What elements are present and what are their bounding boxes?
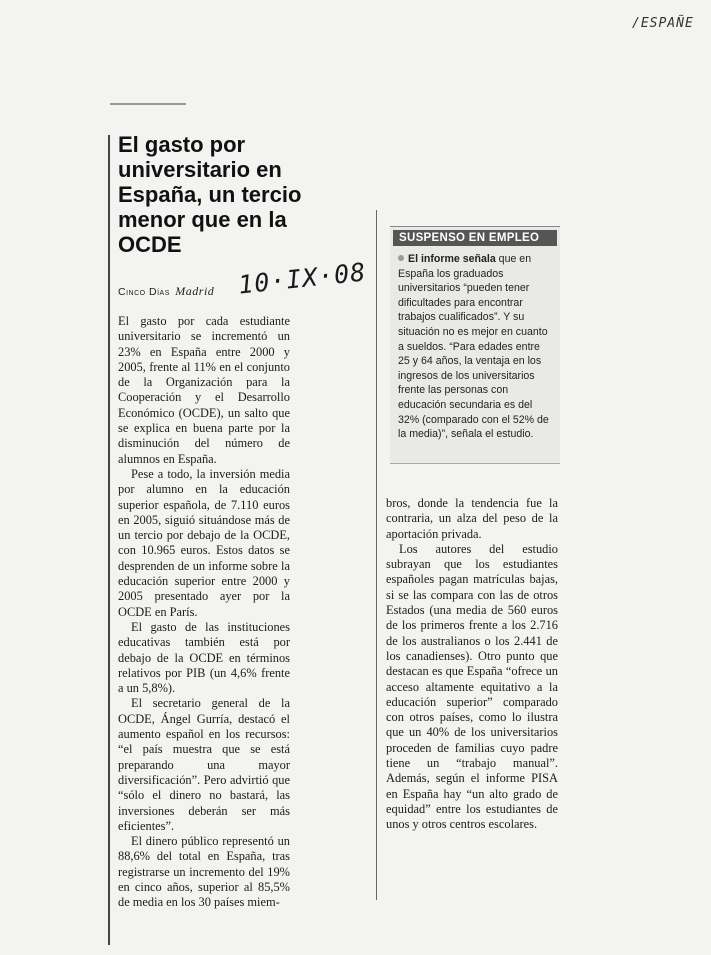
article-headline: El gasto por universitario en España, un tercio menor que en la OCDE (118, 132, 302, 257)
paragraph: Los autores del estudio subrayan que los estudiantes españoles pagan matrículas bajas, si se las compara con las de otros Estados (una media de 560 euros de los primeros frente a los 2.716 de los australianos o los 2.441 de los canadienses). Otro punto que destacan es que España “ofrece un acceso altamente equitativo a la educación superior” comparado con otros países, como lo ilustra que un 40% de los universitarios proceden de familias cuyo padre tiene un “trabajo manual”. Además, según el informe PISA en España hay “un alto grado de equidad” entre los estudiantes de unos y otros centros escolares. (386, 541, 558, 832)
sidebar-body (398, 252, 554, 442)
paragraph: El secretario general de la OCDE, Ángel Gurría, destacó el aumento español en los recursos: “el país muestra que se está preparando una mayor diversificación”. Pero advirtió que “sólo el dinero no bastará, las inversiones deberán ser más eficientes”. (118, 696, 290, 833)
byline-source: Cinco Días (118, 286, 170, 298)
sidebar-title: SUSPENSO EN EMPLEO (393, 230, 557, 246)
byline (118, 284, 214, 299)
paragraph: Pese a todo, la inversión media por alumno en la educación superior española, de 7.110 euros en 2005, siguió situándose más de un tercio por debajo de la OCDE, con 10.965 euros. Estos datos se desprenden de un informe sobre la educación superior entre 2000 y 2005 presentado ayer por la OCDE en París. (118, 466, 290, 619)
paragraph: El gasto de las instituciones educativas también está por debajo de la OCDE en términos relativos por PIB (un 4,6% frente a un 5,8%). (118, 619, 290, 696)
handwritten-date: 10·IX·08 (236, 257, 368, 300)
article-left-border (108, 135, 110, 945)
paragraph: bros, donde la tendencia fue la contraria, un alza del peso de la aportación privada. (386, 496, 558, 541)
sidebar-lead: El informe señala (408, 253, 496, 265)
column-divider (376, 210, 377, 900)
paragraph: El gasto por cada estudiante universitario se incrementó un 23% en España entre 2000 y 2005, frente al 11% en el conjunto de la Organización para la Cooperación y el Desarrollo Económico (OCDE), un salto que se explica en buena parte por la disminución del número de alumnos en España. (118, 314, 290, 466)
sidebar-text: que en España los graduados universitarios “pueden tener dificultades para encontrar trabajos cualificados”. Y su situación no es mejor en cuanto a sueldos. “Para edades entre 25 y 64 años, la ventaja en los ingresos de los universitarios frente las personas con educación secundaria es del 32% (comparado con el 52% de la media)”, señala el estudio. (398, 253, 549, 441)
left-column (118, 314, 290, 911)
top-rule (110, 103, 186, 105)
right-column (386, 496, 558, 833)
paragraph: El dinero público representó un 88,6% del total en España, tras registrarse un incremento del 19% en cinco años, superior al 85,5% de media en los 30 países miem- (118, 834, 290, 910)
bullet-icon (398, 255, 404, 261)
byline-city: Madrid (175, 284, 215, 298)
handwritten-corner-note: /ESPAÑE (632, 16, 694, 31)
sidebar-box (390, 226, 560, 464)
